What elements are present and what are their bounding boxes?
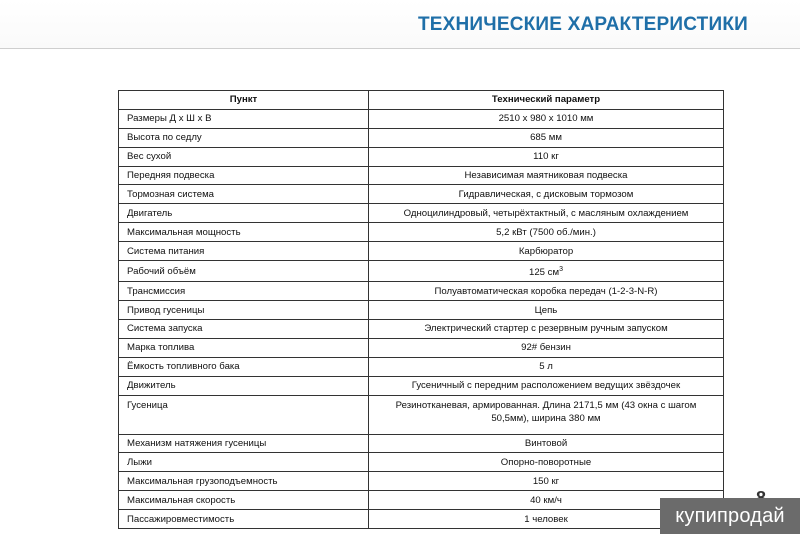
row-value: 92# бензин xyxy=(369,338,724,357)
row-label: Рабочий объём xyxy=(119,261,369,282)
row-label: Движитель xyxy=(119,376,369,395)
table-row xyxy=(119,434,724,453)
watermark-badge: купипродай xyxy=(660,498,800,534)
table-row xyxy=(119,395,724,434)
table-row xyxy=(119,301,724,320)
row-label: Трансмиссия xyxy=(119,282,369,301)
table-row xyxy=(119,147,724,166)
table-row xyxy=(119,319,724,338)
row-value: 5 л xyxy=(369,357,724,376)
row-label: Гусеница xyxy=(119,395,369,434)
row-value: 150 кг xyxy=(369,472,724,491)
row-label: Высота по седлу xyxy=(119,128,369,147)
row-value: 5,2 кВт (7500 об./мин.) xyxy=(369,223,724,242)
row-value: Винтовой xyxy=(369,434,724,453)
row-label: Система запуска xyxy=(119,319,369,338)
column-header-item: Пункт xyxy=(119,91,369,110)
row-label: Механизм натяжения гусеницы xyxy=(119,434,369,453)
superscript-cubed: 3 xyxy=(559,266,563,274)
row-value: 40 км/ч xyxy=(369,491,724,510)
row-label: Тормозная система xyxy=(119,185,369,204)
row-value: Полуавтоматическая коробка передач (1-2-3-N-R) xyxy=(369,282,724,301)
row-value: Одноцилиндровый, четырёхтактный, с масляным охлаждением xyxy=(369,204,724,223)
table-row xyxy=(119,510,724,529)
volume-value: 125 см xyxy=(529,267,560,279)
row-label: Двигатель xyxy=(119,204,369,223)
row-label: Ёмкость топливного бака xyxy=(119,357,369,376)
page-title: ТЕХНИЧЕСКИЕ ХАРАКТЕРИСТИКИ xyxy=(417,14,748,35)
table-row xyxy=(119,453,724,472)
table-row xyxy=(119,357,724,376)
table-row xyxy=(119,491,724,510)
table-row xyxy=(119,376,724,395)
row-label: Размеры Д х Ш х В xyxy=(119,109,369,128)
row-value: 110 кг xyxy=(369,147,724,166)
table-row xyxy=(119,166,724,185)
row-value: Гусеничный с передним расположением ведущих звёздочек xyxy=(369,376,724,395)
table-row xyxy=(119,338,724,357)
row-label: Марка топлива xyxy=(119,338,369,357)
row-value: Независимая маятниковая подвеска xyxy=(369,166,724,185)
table-row xyxy=(119,128,724,147)
table-row xyxy=(119,472,724,491)
row-value: Карбюратор xyxy=(369,242,724,261)
table-row xyxy=(119,185,724,204)
row-label: Привод гусеницы xyxy=(119,301,369,320)
row-value: Электрический стартер с резервным ручным запуском xyxy=(369,319,724,338)
table-row xyxy=(119,109,724,128)
row-value: Опорно-поворотные xyxy=(369,453,724,472)
spec-table xyxy=(118,90,724,529)
table-row xyxy=(119,261,724,282)
column-header-parameter: Технический параметр xyxy=(369,91,724,110)
table-row xyxy=(119,282,724,301)
table-header-row xyxy=(119,91,724,110)
row-value: Цепь xyxy=(369,301,724,320)
row-label: Пассажировместимость xyxy=(119,510,369,529)
row-value: 685 мм xyxy=(369,128,724,147)
table-row xyxy=(119,242,724,261)
table-row xyxy=(119,223,724,242)
row-label: Система питания xyxy=(119,242,369,261)
row-value: 2510 х 980 х 1010 мм xyxy=(369,109,724,128)
row-label: Лыжи xyxy=(119,453,369,472)
row-value: 1 человек xyxy=(369,510,724,529)
row-label: Вес сухой xyxy=(119,147,369,166)
row-value: Гидравлическая, с дисковым тормозом xyxy=(369,185,724,204)
row-value xyxy=(369,261,724,282)
table-row xyxy=(119,204,724,223)
row-label: Передняя подвеска xyxy=(119,166,369,185)
row-label: Максимальная мощность xyxy=(119,223,369,242)
row-label: Максимальная скорость xyxy=(119,491,369,510)
row-label: Максимальная грузоподъемность xyxy=(119,472,369,491)
header-divider xyxy=(0,48,800,49)
row-value: Резинотканевая, армированная. Длина 2171,5 мм (43 окна с шагом 50,5мм), ширина 380 мм xyxy=(369,395,724,434)
